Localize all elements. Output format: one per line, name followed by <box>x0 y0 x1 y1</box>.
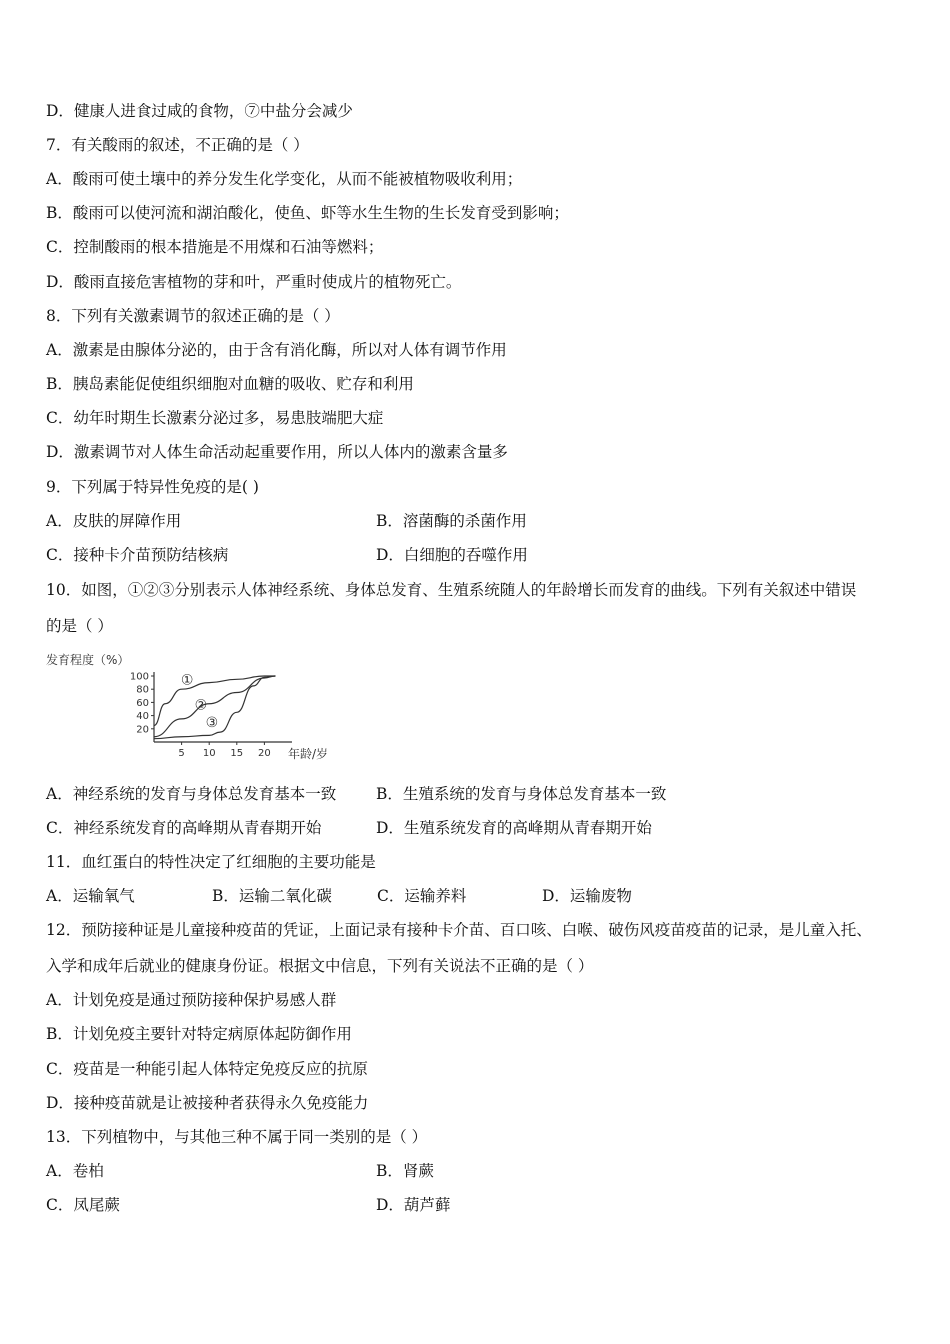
series-label-1: ① <box>180 672 194 689</box>
x-tick-label-1: 10 <box>202 748 216 759</box>
q8-option-b: B．胰岛素能促使组织细胞对血糖的吸收、贮存和利用 <box>46 375 414 393</box>
q9-option-a: A．皮肤的屏障作用 <box>46 512 182 530</box>
q12-stem-line1: 12．预防接种证是儿童接种疫苗的凭证，上面记录有接种卡介苗、百口咳、白喉、破伤风疫苗疫苗的记录，是儿童入托、 <box>46 921 872 939</box>
q11-option-a: A．运输氧气 <box>46 887 135 905</box>
y-tick-label-1: 40 <box>136 711 149 723</box>
q10-stem-line1: 10．如图，①②③分别表示人体神经系统、身体总发育、生殖系统随人的年龄增长而发育的曲线。下列有关叙述中错误 <box>46 581 857 599</box>
q12-stem-line2: 入学和成年后就业的健康身份证。根据文中信息，下列有关说法不正确的是（ ） <box>46 957 594 975</box>
q11-option-c: C．运输养料 <box>377 887 467 905</box>
q12-option-d: D．接种疫苗就是让被接种者获得永久免疫能力 <box>46 1094 369 1112</box>
q11-option-b: B．运输二氧化碳 <box>212 887 332 905</box>
q9-stem: 9．下列属于特异性免疫的是( ) <box>46 478 259 496</box>
q6-option-d: D．健康人进食过咸的食物，⑦中盐分会减少 <box>46 102 353 120</box>
series-label-2: ② <box>194 697 208 714</box>
y-tick-label-4: 100 <box>129 671 149 683</box>
x-tick-label-3: 20 <box>258 748 271 759</box>
q7-option-b: B．酸雨可以使河流和湖泊酸化，使鱼、虾等水生生物的生长发育受到影响； <box>46 204 569 222</box>
q7-stem: 7．有关酸雨的叙述，不正确的是（ ） <box>46 136 309 154</box>
q12-option-c: C．疫苗是一种能引起人体特定免疫反应的抗原 <box>46 1060 368 1078</box>
q7-option-c: C．控制酸雨的根本措施是不用煤和石油等燃料； <box>46 238 384 256</box>
series-label-3: ③ <box>205 715 219 732</box>
q8-option-a: A．激素是由腺体分泌的，由于含有消化酶，所以对人体有调节作用 <box>46 341 507 359</box>
y-tick-label-2: 60 <box>136 697 149 709</box>
q13-option-b: B．肾蕨 <box>376 1162 434 1180</box>
q11-stem: 11．血红蛋白的特性决定了红细胞的主要功能是 <box>46 853 376 871</box>
x-tick-label-2: 15 <box>230 748 244 759</box>
chart-xlabel: 年龄/岁 <box>288 747 329 761</box>
q13-option-a: A．卷柏 <box>46 1162 104 1180</box>
q10-stem-line2: 的是（ ） <box>46 617 113 635</box>
q7-option-a: A．酸雨可使土壤中的养分发生化学变化，从而不能被植物吸收利用； <box>46 170 523 188</box>
q12-option-b: B．计划免疫主要针对特定病原体起防御作用 <box>46 1025 352 1043</box>
q10-option-b: B．生殖系统的发育与身体总发育基本一致 <box>376 785 667 803</box>
q9-option-d: D．白细胞的吞噬作用 <box>376 546 528 564</box>
q8-option-d: D．激素调节对人体生命活动起重要作用，所以人体内的激素含量多 <box>46 443 508 461</box>
q9-option-b: B．溶菌酶的杀菌作用 <box>376 512 527 530</box>
x-tick-label-0: 5 <box>178 748 185 759</box>
q13-stem: 13．下列植物中，与其他三种不属于同一类别的是（ ） <box>46 1128 428 1146</box>
q8-stem: 8．下列有关激素调节的叙述正确的是（ ） <box>46 307 340 325</box>
q7-option-d: D．酸雨直接危害植物的芽和叶，严重时使成片的植物死亡。 <box>46 273 462 291</box>
q13-option-d: D．葫芦藓 <box>376 1196 451 1214</box>
y-tick-label-3: 80 <box>136 684 149 696</box>
q13-option-c: C．凤尾蕨 <box>46 1196 120 1214</box>
q10-option-a: A．神经系统的发育与身体总发育基本一致 <box>46 785 337 803</box>
q8-option-c: C．幼年时期生长激素分泌过多，易患肢端肥大症 <box>46 409 384 427</box>
y-tick-label-0: 20 <box>136 724 149 736</box>
q10-option-c: C．神经系统发育的高峰期从青春期开始 <box>46 819 322 837</box>
development-chart <box>44 650 344 766</box>
q9-option-c: C．接种卡介苗预防结核病 <box>46 546 229 564</box>
q10-option-d: D．生殖系统发育的高峰期从青春期开始 <box>376 819 652 837</box>
q11-option-d: D．运输废物 <box>542 887 632 905</box>
chart-ylabel: 发育程度（%） <box>46 653 130 667</box>
q12-option-a: A．计划免疫是通过预防接种保护易感人群 <box>46 991 337 1009</box>
